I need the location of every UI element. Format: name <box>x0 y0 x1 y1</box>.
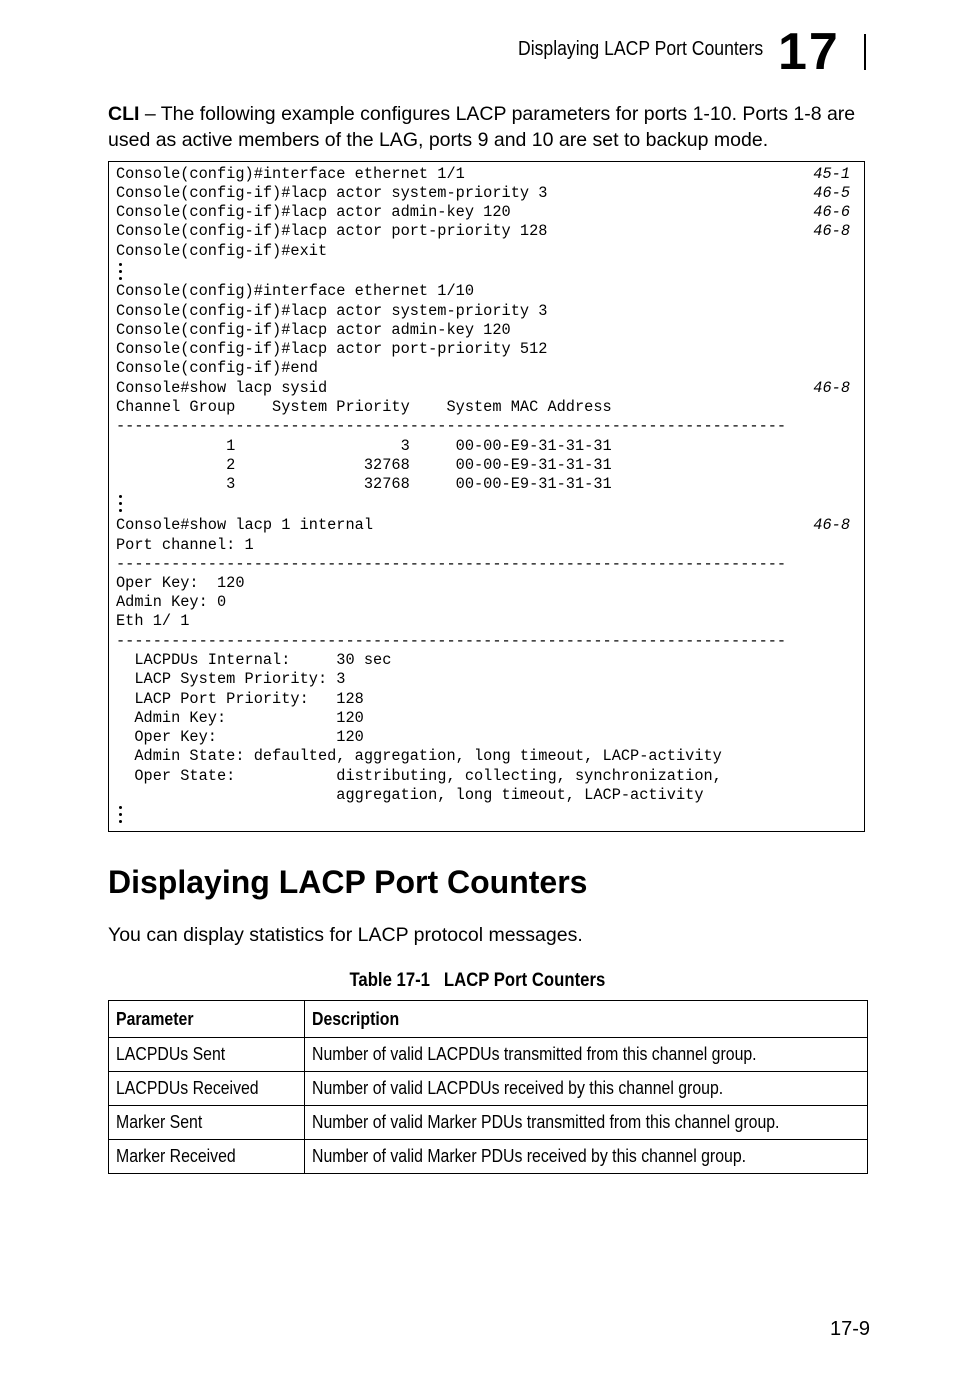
code-page-ref: 46-8 <box>813 379 850 397</box>
code-line: LACPDUs Internal: 30 sec <box>116 651 392 669</box>
code-page-ref: 46-5 <box>813 184 850 202</box>
table-row <box>109 1106 868 1140</box>
code-line: LACP System Priority: 3 <box>116 670 346 688</box>
lacp-counters-table <box>108 1000 868 1174</box>
code-page-ref: 45-1 <box>813 165 850 183</box>
intro-lead: CLI <box>108 103 140 125</box>
code-divider: ------------------------------------------------------------------------- <box>116 417 787 435</box>
page-number: 17-9 <box>830 1318 871 1340</box>
code-line: Eth 1/ 1 <box>116 612 190 630</box>
intro-paragraph <box>108 101 868 153</box>
code-line: Console(config-if)#lacp actor system-priority 3 <box>116 302 548 320</box>
code-line: Oper State: distributing, collecting, synchronization, <box>116 767 722 785</box>
description-cell: Number of valid Marker PDUs transmitted from this channel group. <box>305 1106 868 1140</box>
code-line: aggregation, long timeout, LACP-activity <box>116 786 704 804</box>
ellipsis-icon <box>119 804 123 824</box>
section-paragraph: You can display statistics for LACP protocol messages. <box>108 924 583 946</box>
code-line: Admin Key: 120 <box>116 709 364 727</box>
column-header-parameter: Parameter <box>109 1001 305 1038</box>
code-line: Admin Key: 0 <box>116 593 227 611</box>
ellipsis-icon <box>119 493 123 513</box>
code-page-ref: 46-8 <box>813 222 850 240</box>
code-line: Console#show lacp 1 internal <box>116 516 374 534</box>
code-line: Port channel: 1 <box>116 536 254 554</box>
code-line: Channel Group System Priority System MAC Address <box>116 398 612 416</box>
code-line: Admin State: defaulted, aggregation, long timeout, LACP-activity <box>116 747 722 765</box>
parameter-cell: LACPDUs Sent <box>109 1038 305 1072</box>
cli-example-box <box>108 161 865 832</box>
code-line: Oper Key: 120 <box>116 728 364 746</box>
running-header-title: Displaying LACP Port Counters <box>518 38 764 60</box>
column-header-description: Description <box>305 1001 868 1038</box>
description-cell: Number of valid LACPDUs transmitted from this channel group. <box>305 1038 868 1072</box>
description-cell: Number of valid LACPDUs received by this channel group. <box>305 1072 868 1106</box>
table-row <box>109 1038 868 1072</box>
code-line: 1 3 00-00-E9-31-31-31 <box>116 437 612 455</box>
table-header-row <box>109 1001 868 1038</box>
chapter-number: 17 <box>778 23 840 81</box>
ellipsis-icon <box>119 261 123 281</box>
table-row <box>109 1140 868 1174</box>
parameter-cell: Marker Received <box>109 1140 305 1174</box>
code-line: LACP Port Priority: 128 <box>116 690 364 708</box>
code-line: Console(config-if)#lacp actor admin-key 120 <box>116 321 511 339</box>
parameter-cell: LACPDUs Received <box>109 1072 305 1106</box>
code-line: Console#show lacp sysid <box>116 379 328 397</box>
code-line: Console(config-if)#exit <box>116 242 328 260</box>
code-divider: ------------------------------------------------------------------------- <box>116 555 787 573</box>
code-line: Oper Key: 120 <box>116 574 245 592</box>
description-cell: Number of valid Marker PDUs received by this channel group. <box>305 1140 868 1174</box>
chapter-rule <box>864 34 866 70</box>
code-line: Console(config)#interface ethernet 1/1 <box>116 165 465 183</box>
code-page-ref: 46-6 <box>813 203 850 221</box>
code-line: Console(config-if)#end <box>116 359 318 377</box>
section-heading: Displaying LACP Port Counters <box>108 864 588 900</box>
code-line: Console(config)#interface ethernet 1/10 <box>116 282 475 300</box>
code-line: Console(config-if)#lacp actor port-priority 512 <box>116 340 548 358</box>
code-page-ref: 46-8 <box>813 516 850 534</box>
code-line: Console(config-if)#lacp actor admin-key 120 <box>116 203 511 221</box>
parameter-cell: Marker Sent <box>109 1106 305 1140</box>
code-line: 3 32768 00-00-E9-31-31-31 <box>116 475 612 493</box>
table-caption <box>0 970 954 992</box>
code-line: Console(config-if)#lacp actor port-priority 128 <box>116 222 548 240</box>
intro-text: – The following example configures LACP parameters for ports 1-10. Ports 1-8 are used as active members of the LAG, ports 9 and 10 are set to backup mode. <box>108 103 856 151</box>
table-row <box>109 1072 868 1106</box>
code-line: 2 32768 00-00-E9-31-31-31 <box>116 456 612 474</box>
code-divider: ------------------------------------------------------------------------- <box>116 632 787 650</box>
table-caption-text: Table 17-1 LACP Port Counters <box>349 970 605 991</box>
code-line: Console(config-if)#lacp actor system-priority 3 <box>116 184 548 202</box>
